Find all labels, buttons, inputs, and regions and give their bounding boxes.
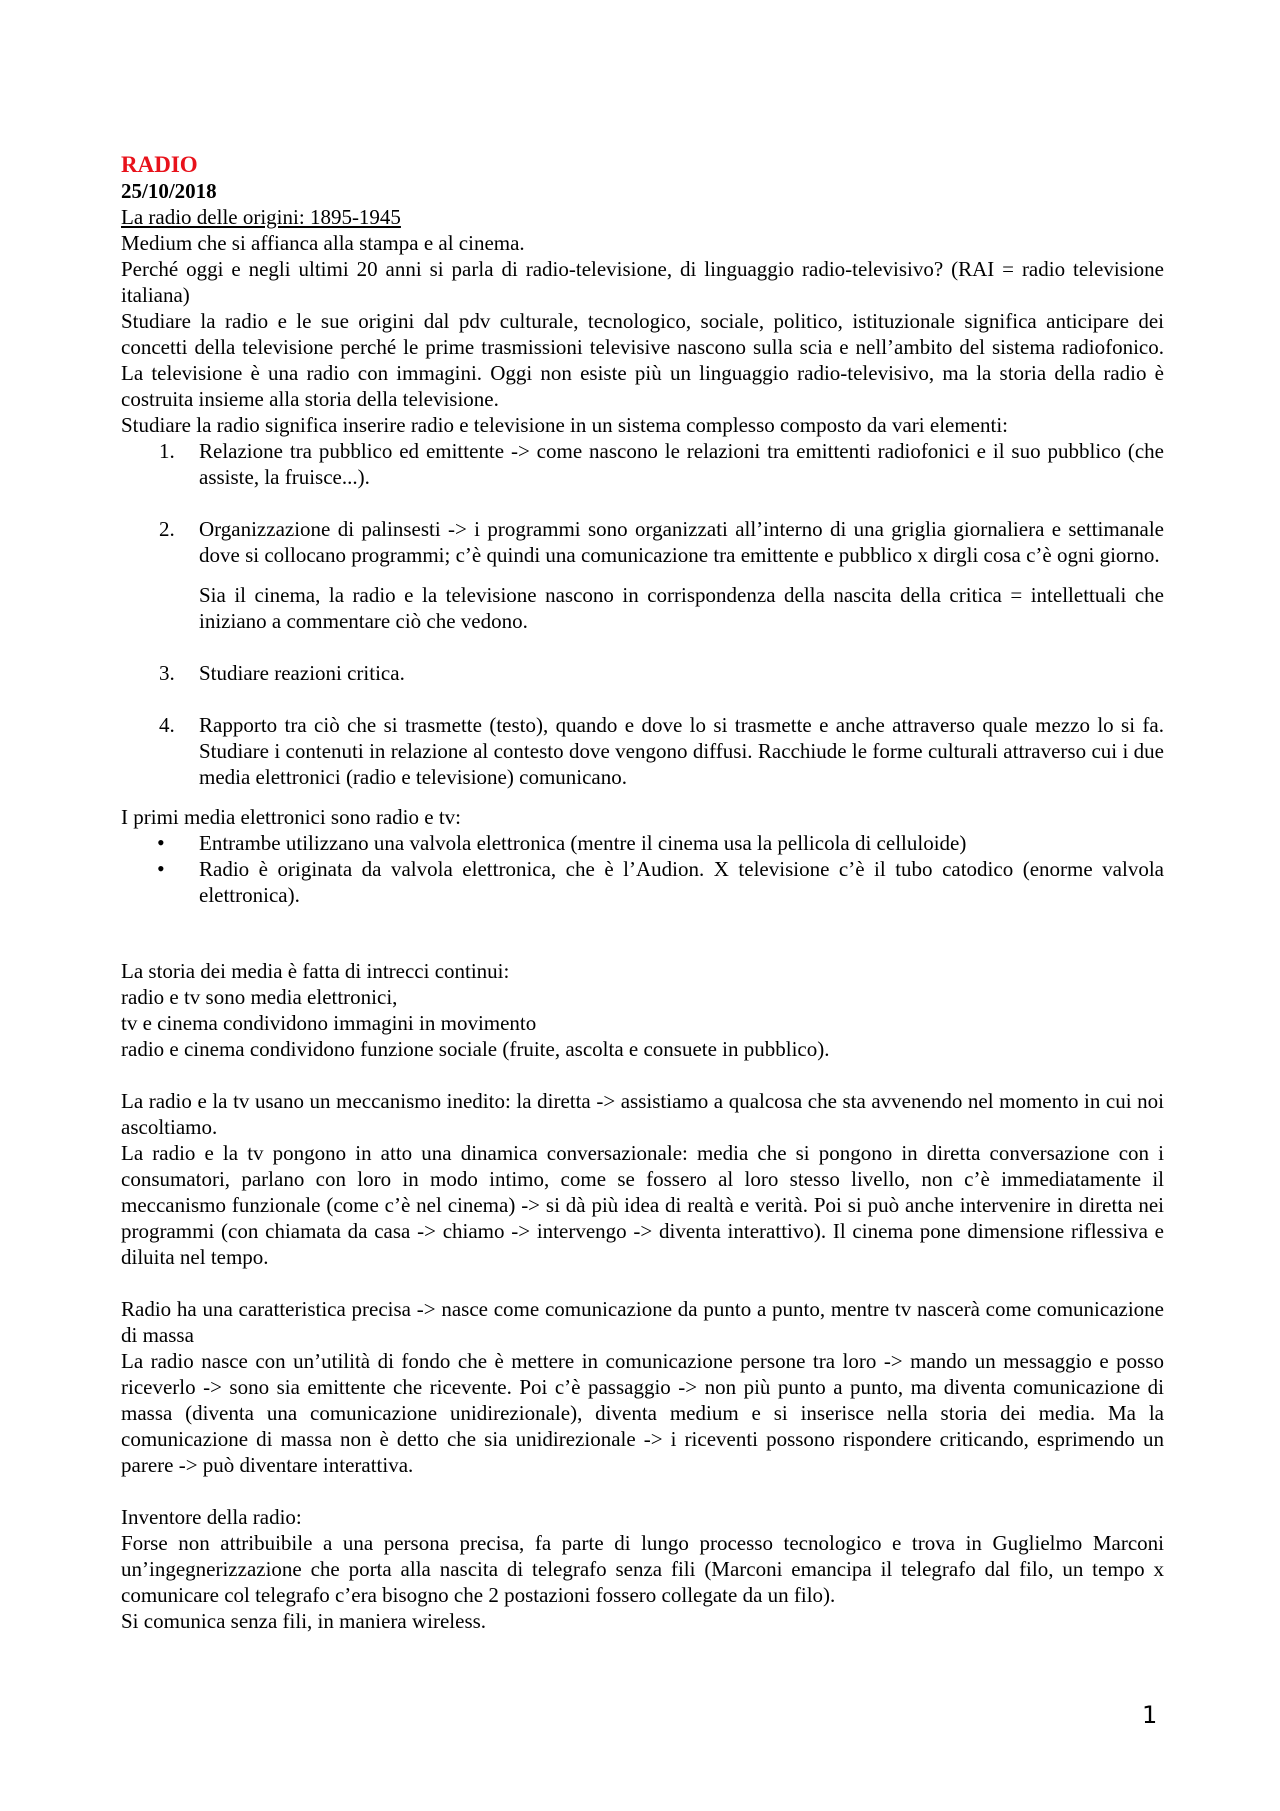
lecture-date: 25/10/2018 [121,179,217,203]
media-intro: I primi media elettronici sono radio e tv: [121,805,461,829]
bullet-icon: • [157,830,165,855]
history-line: La storia dei media è fatta di intrecci continui: [121,959,510,983]
list-item-text: Rapporto tra ciò che si trasmette (testo), quando e dove lo si trasmette e anche attraverso quale mezzo lo si fa. Studiare i contenuti in relazione al contesto dove vengono diffusi. Racchiude le forme culturali attraverso cui i due media elettronici (radio e televisione) comunicano. [199,713,1164,789]
list-item-text: Relazione tra pubblico ed emittente -> come nascono le relazioni tra emittenti radiofonici e il suo pubblico (che assiste, la fruisce...). [199,439,1164,489]
page-title: RADIO [121,152,198,177]
live-paragraph: La radio e la tv pongono in atto una dinamica conversazionale: media che si pongono in diretta conversazione con i consumatori, parlano con loro in modo intimo, come se fossero al loro stesso livello, non c’è immediatamente il meccanismo funzionale (come c’è nel cinema) -> si dà più idea di realtà e verità. Poi si può anche intervenire in diretta nei programmi (con chiamata da casa -> chiamo -> intervengo -> diventa interattivo). Il cinema pone dimensione riflessiva e diluita nel tempo. [121,1141,1164,1269]
list-item-text: Studiare reazioni critica. [199,661,405,685]
communication-paragraph: Radio ha una caratteristica precisa -> nasce come comunicazione da punto a punto, mentre tv nascerà come comunicazione di massa [121,1297,1164,1347]
intro-paragraph: Perché oggi e negli ultimi 20 anni si parla di radio-televisione, di linguaggio radio-televisivo? (RAI = radio televisione italiana) [121,257,1164,307]
page-number: 1 [1142,1701,1158,1729]
communication-paragraph: La radio nasce con un’utilità di fondo che è mettere in comunicazione persone tra loro -> mando un messaggio e posso riceverlo -> sono sia emittente che ricevente. Poi c’è passaggio -> non più punto a punto, ma diventa comunicazione di massa (diventa una comunicazione unidirezionale), diventa medium e si inserisce nella storia dei media. Ma la comunicazione di massa non è detto che sia unidirezionale -> i riceventi possono rispondere criticando, esprimendo un parere -> può diventare interattiva. [121,1349,1164,1477]
list-number: 1. [159,439,175,463]
list-item-text: Radio è originata da valvola elettronica, che è l’Audion. X televisione c’è il tubo catodico (enorme valvola elettronica). [199,857,1164,907]
history-line: radio e tv sono media elettronici, [121,985,398,1009]
bullet-icon: • [157,856,165,881]
elements-numbered-list [121,438,1164,790]
intro-paragraph: Studiare la radio significa inserire radio e televisione in un sistema complesso composto da vari elementi: [121,413,1009,437]
list-number: 4. [159,713,175,737]
list-item [121,856,1164,908]
list-item-note: Sia il cinema, la radio e la televisione nascono in corrispondenza della nascita della critica = intellettuali che iniziano a commentare ciò che vedono. [199,583,1164,633]
list-item [121,516,1164,568]
list-item-text: Organizzazione di palinsesti -> i programmi sono organizzati all’interno di una griglia giornaliera e settimanale dove si collocano programmi; c’è quindi una comunicazione tra emittente e pubblico x dirgli cosa c’è ogni giorno. [199,517,1164,567]
section-subtitle: La radio delle origini: 1895-1945 [121,205,401,229]
intro-paragraph: Medium che si affianca alla stampa e al cinema. [121,231,525,255]
list-item [121,438,1164,490]
list-item [121,712,1164,790]
list-number: 2. [159,517,175,541]
inventor-heading: Inventore della radio: [121,1505,302,1529]
list-item-text: Entrambe utilizzano una valvola elettronica (mentre il cinema usa la pellicola di celluloide) [199,831,967,855]
intro-paragraph: Studiare la radio e le sue origini dal pdv culturale, tecnologico, sociale, politico, istituzionale significa anticipare dei concetti della televisione perché le prime trasmissioni televisive nascono sulla scia e nell’ambito del sistema radiofonico. La televisione è una radio con immagini. Oggi non esiste più un linguaggio radio-televisivo, ma la storia della radio è costruita insieme alla storia della televisione. [121,309,1164,411]
media-bullet-list [121,830,1164,908]
history-line: tv e cinema condividono immagini in movimento [121,1011,537,1035]
live-paragraph: La radio e la tv usano un meccanismo inedito: la diretta -> assistiamo a qualcosa che sta avvenendo nel momento in cui noi ascoltiamo. [121,1089,1164,1139]
inventor-paragraph: Si comunica senza fili, in maniera wireless. [121,1609,487,1633]
inventor-paragraph: Forse non attribuibile a una persona precisa, fa parte di lungo processo tecnologico e trova in Guglielmo Marconi un’ingegnerizzazione che porta alla nascita di telegrafo senza fili (Marconi emancipa il telegrafo dal filo, un tempo x comunicare col telegrafo c’era bisogno che 2 postazioni fossero collegate da un filo). [121,1531,1164,1607]
page-content [121,152,1164,1634]
list-number: 3. [159,661,175,685]
history-line: radio e cinema condividono funzione sociale (fruite, ascolta e consuete in pubblico). [121,1037,830,1061]
list-item [121,660,1164,686]
list-item [121,830,1164,856]
